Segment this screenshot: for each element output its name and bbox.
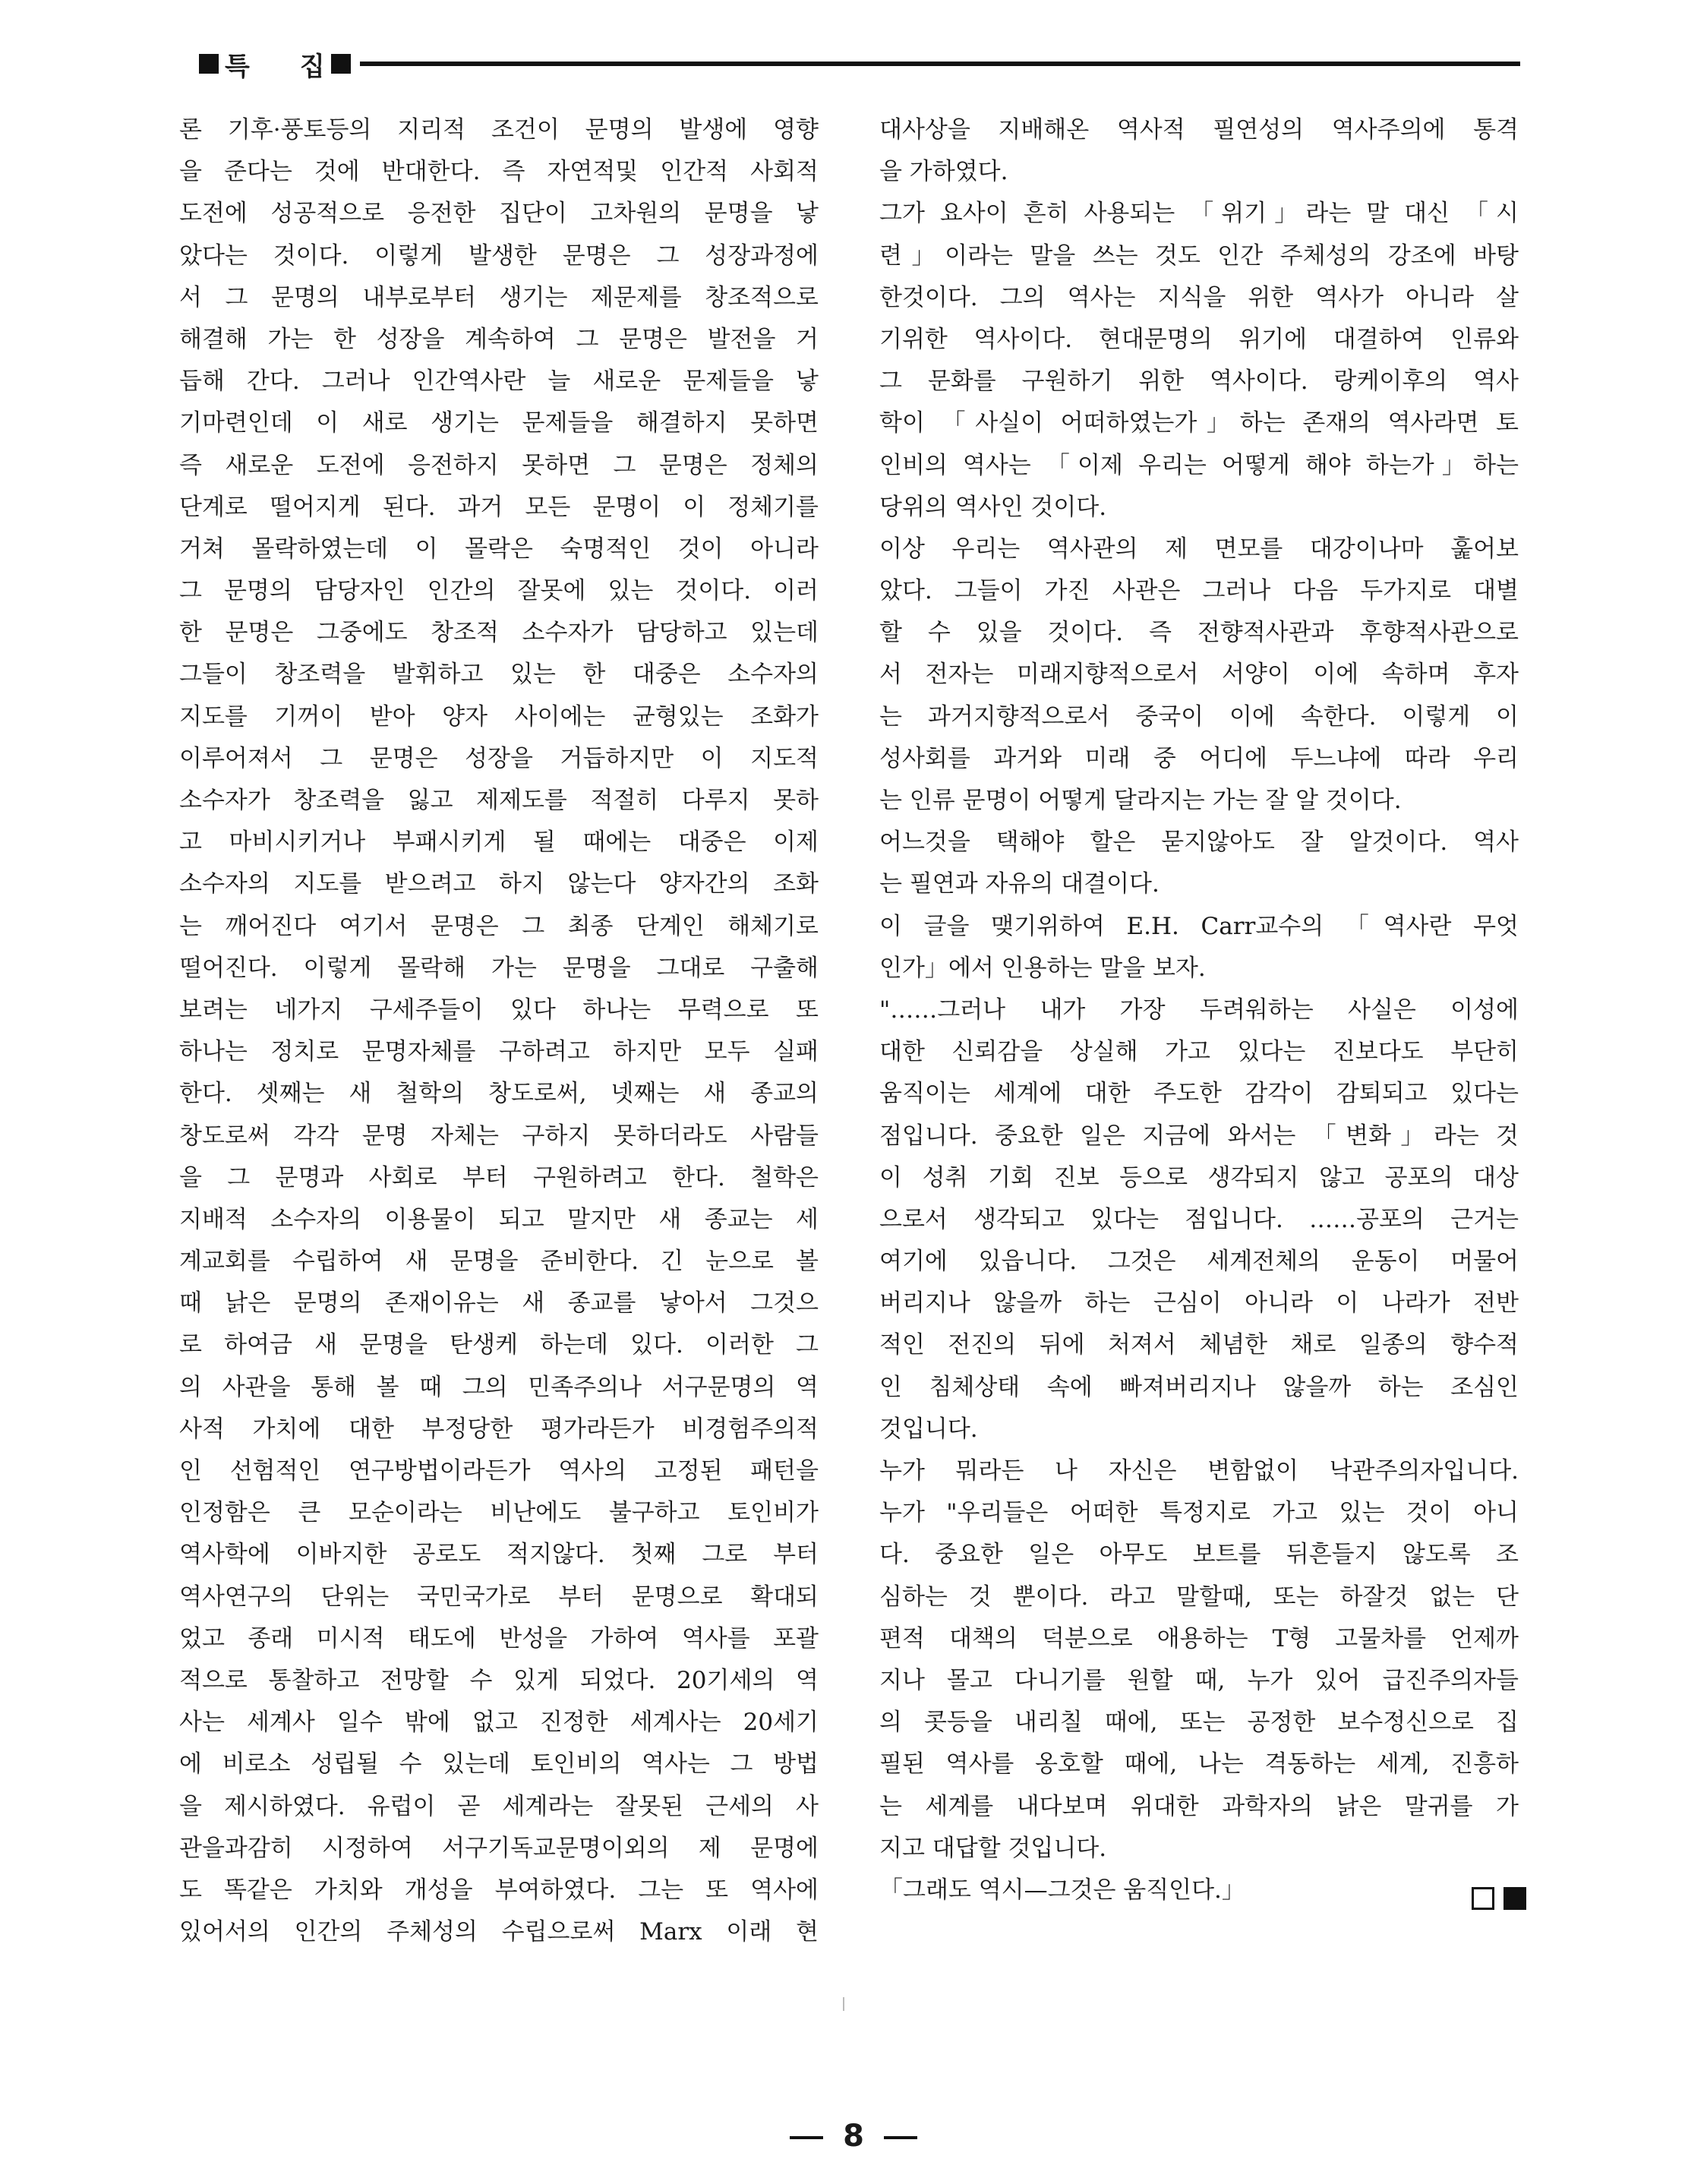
text-line: 당위의 역사인 것이다. <box>879 493 1107 521</box>
text-line: 도전에 성공적으로 응전한 집단이 고차원의 문명을 낳 <box>179 200 819 228</box>
text-line: 그 문명의 담당자인 인간의 잘못에 있는 것이다. 이러 <box>179 577 819 605</box>
text-line: 해결해 가는 한 성장을 계속하여 그 문명은 발전을 거 <box>179 325 819 353</box>
text-line: 적으로 통찰하고 전망할 수 있게 되었다. 20기세의 역 <box>179 1666 819 1694</box>
text-line: 움직이는 세계에 대한 주도한 감각이 감퇴되고 있다는 <box>879 1080 1519 1108</box>
empty-square-icon <box>1472 1887 1494 1910</box>
text-line: 창도로써 각각 문명 자체는 구하지 못하더라도 사람들 <box>179 1122 819 1150</box>
text-line: 인가」에서 인용하는 말을 보자. <box>879 954 1206 982</box>
text-line: 학이 「사실이 어떠하였는가」하는 존재의 역사라면 토 <box>879 409 1519 437</box>
text-line: 으로서 생각되고 있다는 점입니다. ……공포의 근거는 <box>879 1205 1519 1233</box>
text-line: 인 선험적인 연구방법이라든가 역사의 고정된 패턴을 <box>179 1457 819 1485</box>
text-line: 기마련인데 이 새로 생기는 문제들을 해결하지 못하면 <box>179 409 819 437</box>
text-line: 지도를 기꺼이 받아 양자 사이에는 균형있는 조화가 <box>179 702 819 731</box>
text-line: 인 침체상태 속에 빠져버리지나 않을까 하는 조심인 <box>879 1373 1519 1401</box>
end-marks <box>1472 1887 1526 1910</box>
header-square-icon <box>331 54 351 74</box>
text-line: 는 세계를 내다보며 위대한 과학자의 낡은 말귀를 가 <box>879 1792 1519 1820</box>
text-line: 기위한 역사이다. 현대문명의 위기에 대결하여 인류와 <box>879 325 1519 353</box>
dash-left-icon <box>790 2136 823 2139</box>
text-line: 거쳐 몰락하였는데 이 몰락은 숙명적인 것이 아니라 <box>179 535 819 563</box>
text-line: 는 깨어진다 여기서 문명은 그 최종 단계인 해체기로 <box>179 912 819 940</box>
text-line: 그 문화를 구원하기 위한 역사이다. 랑케이후의 역사 <box>879 368 1519 396</box>
text-line: 하나는 정치로 문명자체를 구하려고 하지만 모두 실패 <box>179 1038 819 1066</box>
text-line: 역사연구의 단위는 국민국가로 부터 문명으로 확대되 <box>179 1583 819 1611</box>
text-line: 인정함은 큰 모순이라는 비난에도 불구하고 토인비가 <box>179 1499 819 1527</box>
text-line: 한다. 셋째는 새 철학의 창도로써, 넷째는 새 종교의 <box>179 1080 819 1108</box>
text-line: 을 제시하였다. 유럽이 곧 세계라는 잘못된 근세의 사 <box>179 1792 819 1820</box>
text-line: 할 수 있을 것이다. 즉 전향적사관과 후향적사관으로 <box>879 619 1519 647</box>
text-line: 역사학에 이바지한 공로도 적지않다. 첫째 그로 부터 <box>179 1541 819 1569</box>
text-line: 것입니다. <box>879 1415 978 1443</box>
text-line: 심하는 것 뿐이다. 라고 말할때, 또는 하잘것 없는 단 <box>879 1583 1519 1611</box>
text-line: 을 준다는 것에 반대한다. 즉 자연적및 인간적 사회적 <box>179 158 819 186</box>
text-line: 이루어져서 그 문명은 성장을 거듭하지만 이 지도적 <box>179 744 819 772</box>
text-line: 지배적 소수자의 이용물이 되고 말지만 새 종교는 세 <box>179 1205 819 1233</box>
text-line: 지고 대답할 것입니다. <box>879 1834 1107 1862</box>
text-line: 계교회를 수립하여 새 문명을 준비한다. 긴 눈으로 볼 <box>179 1248 819 1276</box>
text-line: 는 필연과 자유의 대결이다. <box>879 870 1160 898</box>
text-line: 었고 종래 미시적 태도에 반성을 가하여 역사를 포괄 <box>179 1624 819 1652</box>
text-line: 성사회를 과거와 미래 중 어디에 두느냐에 따라 우리 <box>879 744 1519 772</box>
text-line: 의 사관을 통해 볼 때 그의 민족주의나 서구문명의 역 <box>179 1373 819 1401</box>
text-line: 떨어진다. 이렇게 몰락해 가는 문명을 그대로 구출해 <box>179 954 819 982</box>
text-line: 의 콧등을 내리칠 때에, 또는 공정한 보수정신으로 집 <box>879 1709 1519 1737</box>
text-line: 필된 역사를 옹호할 때에, 나는 격동하는 세계, 진흥하 <box>879 1750 1519 1778</box>
text-line: 았다. 그들이 가진 사관은 그러나 다음 두가지로 대별 <box>879 577 1519 605</box>
text-line: 대사상을 지배해온 역사적 필연성의 역사주의에 통격 <box>879 116 1519 144</box>
text-line: 을 가하였다. <box>879 158 1008 186</box>
text-line: 고 마비시키거나 부패시키게 될 때에는 대중은 이제 <box>179 828 819 857</box>
page-number: 8 <box>843 2119 864 2154</box>
text-line: 여기에 있읍니다. 그것은 세계전체의 운동이 머물어 <box>879 1248 1519 1276</box>
text-line: 보려는 네가지 구세주들이 있다 하나는 무력으로 또 <box>179 996 819 1024</box>
text-line: 편적 대책의 덕분으로 애용하는 T형 고물차를 언제까 <box>879 1624 1519 1652</box>
text-line: 관을과감히 시정하여 서구기독교문명이외의 제 문명에 <box>179 1834 819 1862</box>
text-line: 에 비로소 성립될 수 있는데 토인비의 역사는 그 방법 <box>179 1750 819 1778</box>
text-line: 이 성취 기회 진보 등으로 생각되지 않고 공포의 대상 <box>879 1163 1519 1191</box>
text-line: 다. 중요한 일은 아무도 보트를 뒤흔들지 않도록 조 <box>879 1541 1519 1569</box>
text-line: 서 그 문명의 내부로부터 생기는 제문제를 창조적으로 <box>179 283 819 311</box>
text-line: 한것이다. 그의 역사는 지식을 위한 역사가 아니라 살 <box>879 283 1519 311</box>
text-line: 어느것을 택해야 할은 묻지않아도 잘 알것이다. 역사 <box>879 828 1519 857</box>
text-line: 버리지나 않을까 하는 근심이 아니라 이 나라가 전반 <box>879 1289 1519 1318</box>
text-line: 듭해 간다. 그러나 인간역사란 늘 새로운 문제들을 낳 <box>179 368 819 396</box>
text-line: 을 그 문명과 사회로 부터 구원하려고 한다. 철학은 <box>179 1163 819 1191</box>
text-line: 그가 요사이 흔히 사용되는 「위기」라는 말 대신 「시 <box>879 200 1519 228</box>
text-line: 는 인류 문명이 어떻게 달라지는 가는 잘 알 것이다. <box>879 787 1402 814</box>
text-line: 서 전자는 미래지향적으로서 서양이 이에 속하며 후자 <box>879 661 1519 689</box>
text-line: 도 똑같은 가치와 개성을 부여하였다. 그는 또 역사에 <box>179 1876 819 1904</box>
column-divider <box>843 1997 844 2011</box>
text-line: "……그러나 내가 가장 두려워하는 사실은 이성에 <box>879 996 1519 1024</box>
text-line: 있어서의 인간의 주체성의 수립으로써 Marx 이래 현 <box>179 1918 819 1946</box>
text-line: 누가 "우리들은 어떠한 특정지로 가고 있는 것이 아니 <box>879 1499 1519 1527</box>
left-column <box>179 109 819 1953</box>
text-line: 이상 우리는 역사관의 제 면모를 대강이나마 훑어보 <box>879 535 1519 563</box>
text-line: 사적 가치에 대한 부정당한 평가라든가 비경험주의적 <box>179 1415 819 1443</box>
text-line: 즉 새로운 도전에 응전하지 못하면 그 문명은 정체의 <box>179 451 819 479</box>
page-header <box>199 49 1520 82</box>
page-footer <box>0 2119 1707 2154</box>
dash-right-icon <box>884 2136 917 2139</box>
text-line: 이 글을 맺기위하여 E.H. Carr교수의 「역사란 무엇 <box>879 912 1519 940</box>
filled-square-icon <box>1503 1887 1526 1910</box>
text-line: 「그래도 역시—그것은 움직인다.」 <box>879 1876 1245 1904</box>
text-line: 인비의 역사는 「이제 우리는 어떻게 해야 하는가」하는 <box>879 451 1519 479</box>
text-line: 때 낡은 문명의 존재이유는 새 종교를 낳아서 그것으 <box>179 1289 819 1318</box>
text-line: 적인 전진의 뒤에 처져서 체념한 채로 일종의 향수적 <box>879 1331 1519 1359</box>
text-line: 로 하여금 새 문명을 탄생케 하는데 있다. 이러한 그 <box>179 1331 819 1359</box>
right-column <box>879 109 1519 1911</box>
text-line: 점입니다. 중요한 일은 지금에 와서는 「변화」라는 것 <box>879 1122 1519 1150</box>
header-label-2: 집 <box>299 51 327 82</box>
text-line: 았다는 것이다. 이렇게 발생한 문명은 그 성장과정에 <box>179 241 819 270</box>
text-line: 지나 몰고 다니기를 원할 때, 누가 있어 급진주의자들 <box>879 1666 1519 1694</box>
text-line: 소수자의 지도를 받으려고 하지 않는다 양자간의 조화 <box>179 870 819 898</box>
header-rule <box>360 62 1520 66</box>
text-line: 단계로 떨어지게 된다. 과거 모든 문명이 이 정체기를 <box>179 493 819 521</box>
text-line: 그들이 창조력을 발휘하고 있는 한 대중은 소수자의 <box>179 661 819 689</box>
text-line: 한 문명은 그중에도 창조적 소수자가 담당하고 있는데 <box>179 619 819 647</box>
text-line: 소수자가 창조력을 잃고 제제도를 적절히 다루지 못하 <box>179 787 819 814</box>
text-line: 누가 뭐라든 나 자신은 변함없이 낙관주의자입니다. <box>879 1457 1519 1485</box>
text-line: 는 과거지향적으로서 중국이 이에 속한다. 이렇게 이 <box>879 702 1519 731</box>
header-square-icon <box>199 54 219 74</box>
text-line: 련」이라는 말을 쓰는 것도 인간 주체성의 강조에 바탕 <box>879 241 1519 270</box>
text-line: 사는 세계사 일수 밖에 없고 진정한 세계사는 20세기 <box>179 1709 819 1737</box>
header-label-1: 특 <box>225 51 251 82</box>
text-line: 론 기후·풍토등의 지리적 조건이 문명의 발생에 영향 <box>179 116 819 144</box>
text-line: 대한 신뢰감을 상실해 가고 있다는 진보다도 부단히 <box>879 1038 1519 1066</box>
